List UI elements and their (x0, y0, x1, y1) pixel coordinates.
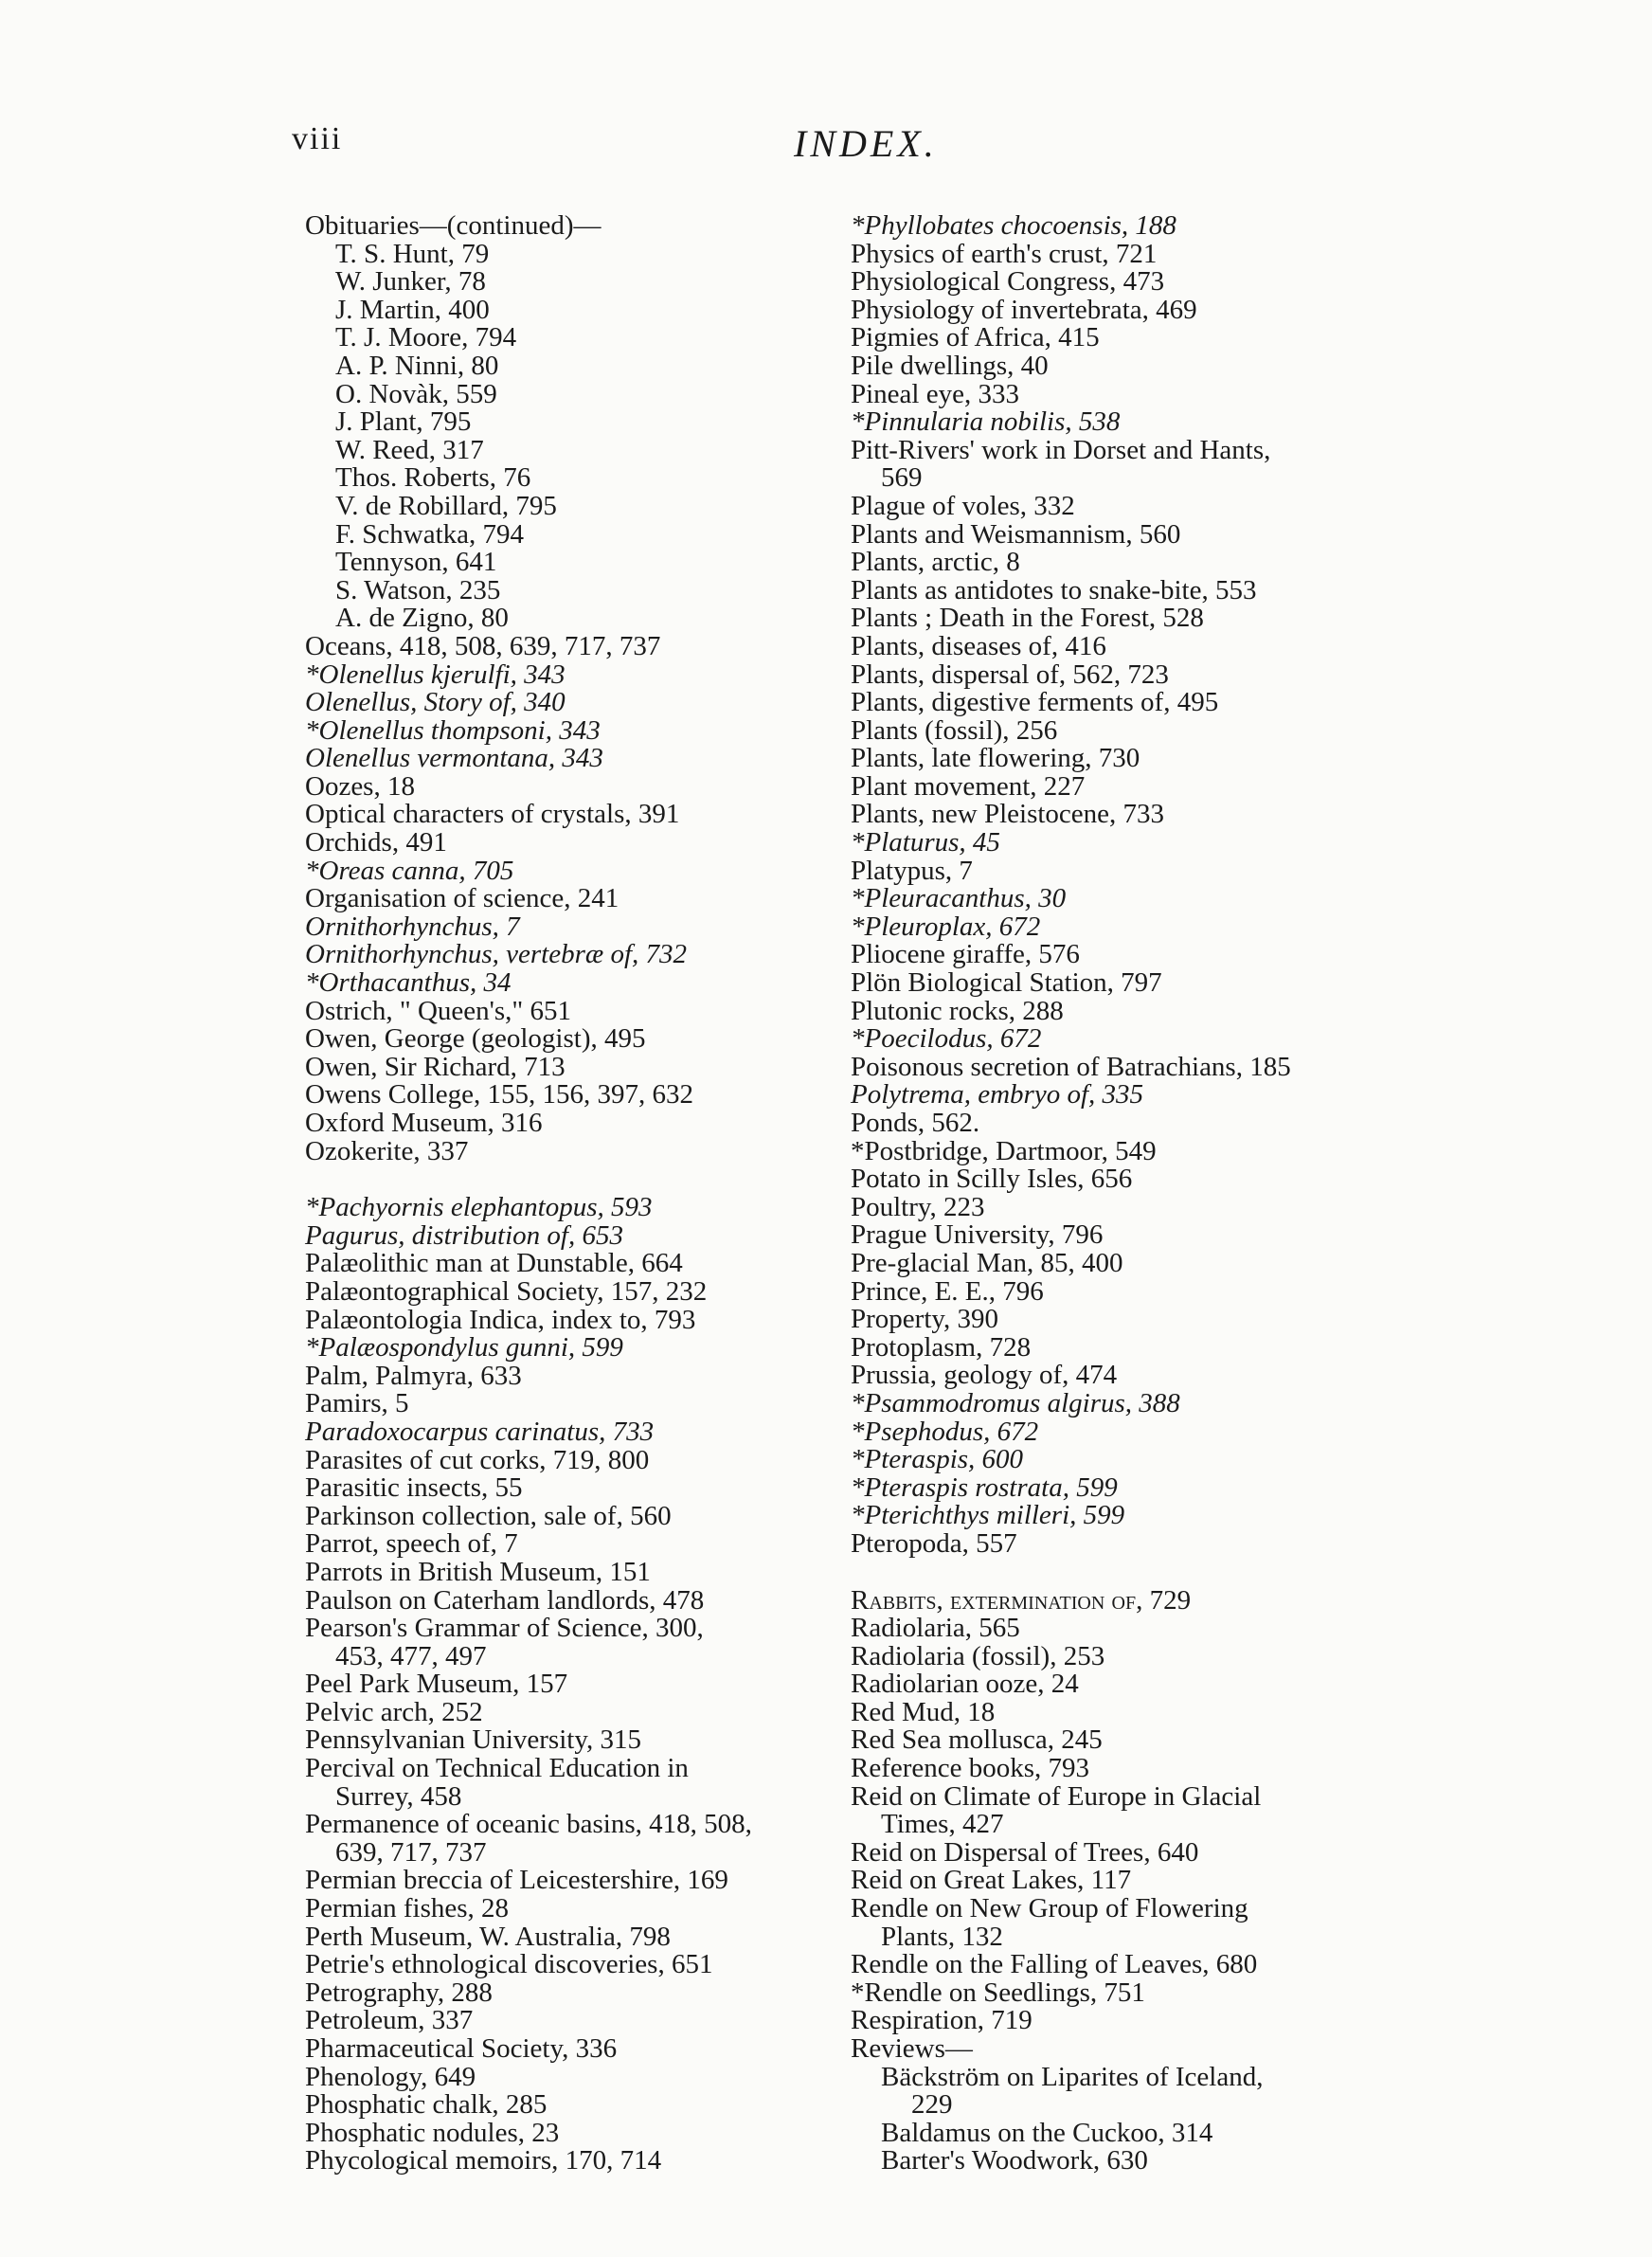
index-entry: O. Novàk, 559 (335, 378, 497, 409)
index-entry: S. Watson, 235 (335, 574, 501, 605)
index-entry: Olenellus vermontana, 343 (305, 743, 603, 774)
index-entry: Times, 427 (881, 1809, 1004, 1840)
index-entry: *Pteraspis rostrata, 599 (851, 1472, 1118, 1503)
index-entry: Permanence of oceanic basins, 418, 508, (305, 1809, 752, 1840)
index-entry: Parrot, speech of, 7 (305, 1528, 518, 1560)
index-entry: Pre-glacial Man, 85, 400 (851, 1247, 1123, 1278)
index-entry: *Palæospondylus gunni, 599 (305, 1332, 623, 1363)
index-entry: Rendle on New Group of Flowering (851, 1893, 1248, 1924)
index-entry: Palæontographical Society, 157, 232 (305, 1275, 708, 1307)
index-entry: Phosphatic chalk, 285 (305, 2089, 548, 2121)
index-entry: Reid on Climate of Europe in Glacial (851, 1780, 1262, 1812)
index-entry: Poisonous secretion of Batrachians, 185 (851, 1051, 1291, 1082)
index-entry: *Platurus, 45 (851, 827, 1000, 858)
index-entry: Plants and Weismannism, 560 (851, 518, 1181, 550)
index-entry: Plants ; Death in the Forest, 528 (851, 603, 1204, 634)
index-entry: Palæolithic man at Dunstable, 664 (305, 1248, 683, 1279)
index-entry: Petroleum, 337 (305, 2005, 474, 2036)
index-entry: V. de Robillard, 795 (335, 490, 557, 521)
index-entry: *Poecilodus, 672 (851, 1023, 1042, 1055)
index-entry: Physics of earth's crust, 721 (851, 238, 1158, 269)
index-entry: Prince, E. E., 796 (851, 1275, 1044, 1307)
index-entry: Radiolaria (fossil), 253 (851, 1640, 1105, 1671)
index-entry: Perth Museum, W. Australia, 798 (305, 1921, 671, 1952)
index-entry: Owens College, 155, 156, 397, 632 (305, 1079, 693, 1110)
index-entry: *Pachyornis elephantopus, 593 (305, 1192, 653, 1223)
index-entry: Palm, Palmyra, 633 (305, 1360, 522, 1391)
index-entry: Rendle on the Falling of Leaves, 680 (851, 1949, 1258, 1980)
index-entry: Plants, new Pleistocene, 733 (851, 799, 1165, 830)
index-column-left (305, 212, 817, 2176)
index-entry: Phosphatic nodules, 23 (305, 2117, 560, 2148)
section-gap (305, 1165, 817, 1194)
index-entry: Plant movement, 227 (851, 770, 1086, 802)
index-entry: Ornithorhynchus, vertebræ of, 732 (305, 939, 688, 970)
index-entry: Rabbits, extermination of, 729 (851, 1584, 1192, 1616)
index-entry: Plutonic rocks, 288 (851, 995, 1064, 1026)
index-entry: Pigmies of Africa, 415 (851, 322, 1100, 353)
index-entry: *Phyllobates chocoensis, 188 (851, 210, 1176, 241)
index-entry: *Rendle on Seedlings, 751 (851, 1977, 1145, 2008)
index-entry: T. J. Moore, 794 (335, 322, 517, 353)
index-entry: Pearson's Grammar of Science, 300, (305, 1613, 704, 1644)
index-entry: *Olenellus thompsoni, 343 (305, 714, 601, 746)
index-entry: Owen, Sir Richard, 713 (305, 1051, 566, 1082)
index-entry: T. S. Hunt, 79 (335, 238, 490, 269)
index-entry: Prague University, 796 (851, 1219, 1104, 1251)
index-entry: Pineal eye, 333 (851, 378, 1019, 409)
index-entry: A. de Zigno, 80 (335, 603, 509, 634)
index-entry: *Psephodus, 672 (851, 1416, 1039, 1447)
index-entry: Physiological Congress, 473 (851, 266, 1165, 298)
index-entry: Plants, 132 (881, 1921, 1003, 1952)
index-entry: Petrography, 288 (305, 1977, 493, 2008)
index-entry: Red Mud, 18 (851, 1696, 996, 1727)
index-entry: *Pleuroplax, 672 (851, 911, 1041, 942)
index-entry: Paradoxocarpus carinatus, 733 (305, 1416, 655, 1447)
index-entry: Reference books, 793 (851, 1753, 1090, 1784)
index-entry: Orchids, 491 (305, 827, 447, 858)
index-entry: Parrots in British Museum, 151 (305, 1556, 651, 1587)
index-entry: Baldamus on the Cuckoo, 314 (881, 2117, 1213, 2148)
index-column-right (851, 212, 1381, 2176)
index-entry: Pitt-Rivers' work in Dorset and Hants, (851, 434, 1271, 465)
index-entry: Plants, dispersal of, 562, 723 (851, 659, 1169, 690)
index-entry: Phycological memoirs, 170, 714 (305, 2145, 662, 2176)
index-entry: Plants as antidotes to snake-bite, 553 (851, 574, 1257, 605)
index-entry: Parasitic insects, 55 (305, 1472, 523, 1504)
index-entry: Permian fishes, 28 (305, 1893, 510, 1924)
index-entry: Barter's Woodwork, 630 (881, 2145, 1148, 2176)
index-entry: Owen, George (geologist), 495 (305, 1023, 646, 1055)
index-entry: Oozes, 18 (305, 770, 415, 802)
index-entry: Permian breccia of Leicestershire, 169 (305, 1865, 728, 1896)
index-entry: Optical characters of crystals, 391 (305, 799, 680, 830)
index-entry: Potato in Scilly Isles, 656 (851, 1164, 1133, 1195)
index-entry: *Olenellus kjerulfi, 343 (305, 659, 566, 690)
index-entry: Plants, diseases of, 416 (851, 630, 1106, 661)
index-entry: J. Plant, 795 (335, 406, 472, 438)
index-entry: Pennsylvanian University, 315 (305, 1724, 641, 1756)
index-entry: Peel Park Museum, 157 (305, 1669, 568, 1700)
index-entry: Property, 390 (851, 1304, 998, 1335)
index-entry: Reid on Dispersal of Trees, 640 (851, 1836, 1199, 1868)
index-entry: Plants, digestive ferments of, 495 (851, 687, 1219, 718)
index-entry: Obituaries—(continued)— (305, 210, 602, 241)
index-entry: Organisation of science, 241 (305, 883, 620, 914)
index-entry: *Psammodromus algirus, 388 (851, 1387, 1180, 1418)
index-entry: Pelvic arch, 252 (305, 1696, 483, 1727)
index-entry: Plague of voles, 332 (851, 490, 1075, 521)
index-entry: Pile dwellings, 40 (851, 350, 1049, 381)
index-entry: A. P. Ninni, 80 (335, 350, 499, 381)
section-gap (851, 1559, 1381, 1587)
index-entry: W. Junker, 78 (335, 266, 486, 298)
index-entry: Pharmaceutical Society, 336 (305, 2033, 618, 2064)
index-entry: *Postbridge, Dartmoor, 549 (851, 1135, 1157, 1166)
index-entry: Pliocene giraffe, 576 (851, 939, 1080, 970)
index-entry: Prussia, geology of, 474 (851, 1360, 1118, 1391)
index-entry: Respiration, 719 (851, 2005, 1032, 2036)
index-entry: W. Reed, 317 (335, 434, 484, 465)
index-entry: Parkinson collection, sale of, 560 (305, 1500, 672, 1531)
index-entry: Radiolaria, 565 (851, 1613, 1020, 1644)
index-entry: Percival on Technical Education in (305, 1753, 689, 1784)
index-entry: 229 (911, 2089, 953, 2121)
index-entry: Pagurus, distribution of, 653 (305, 1219, 623, 1251)
index-entry: Radiolarian ooze, 24 (851, 1669, 1079, 1700)
index-entry: Red Sea mollusca, 245 (851, 1724, 1103, 1756)
index-entry: *Pteraspis, 600 (851, 1444, 1024, 1475)
index-entry: *Pterichthys milleri, 599 (851, 1500, 1125, 1531)
index-entry: Ponds, 562. (851, 1108, 980, 1138)
index-entry: Protoplasm, 728 (851, 1331, 1032, 1363)
page-number: viii (292, 121, 343, 156)
index-entry: Reviews— (851, 2033, 973, 2064)
index-entry: Reid on Great Lakes, 117 (851, 1865, 1132, 1896)
index-entry: Plants (fossil), 256 (851, 714, 1058, 746)
index-entry: Platypus, 7 (851, 855, 973, 886)
index-entry: Ornithorhynchus, 7 (305, 911, 520, 942)
index-entry: Pteropoda, 557 (851, 1527, 1017, 1559)
index-entry: Paulson on Caterham landlords, 478 (305, 1584, 705, 1616)
index-entry: 569 (881, 462, 923, 494)
index-entry: Tennyson, 641 (335, 547, 497, 578)
index-entry: Plants, late flowering, 730 (851, 743, 1140, 774)
index-entry: Olenellus, Story of, 340 (305, 687, 566, 718)
index-entry: *Pinnularia nobilis, 538 (851, 406, 1121, 438)
index-entry: Petrie's ethnological discoveries, 651 (305, 1949, 713, 1980)
index-entry: F. Schwatka, 794 (335, 518, 525, 550)
index-entry: *Pleuracanthus, 30 (851, 883, 1067, 914)
index-entry: Parasites of cut corks, 719, 800 (305, 1444, 650, 1475)
index-entry: Plön Biological Station, 797 (851, 967, 1162, 999)
page-title: INDEX. (794, 122, 938, 165)
index-entry: J. Martin, 400 (335, 294, 490, 325)
index-entry: Palæontologia Indica, index to, 793 (305, 1304, 696, 1335)
index-entry: Poultry, 223 (851, 1191, 985, 1222)
index-entry: Pamirs, 5 (305, 1388, 409, 1419)
index-entry: Oceans, 418, 508, 639, 717, 737 (305, 630, 661, 661)
index-entry: Surrey, 458 (335, 1780, 462, 1812)
index-entry: *Orthacanthus, 34 (305, 967, 512, 999)
index-entry: Ozokerite, 337 (305, 1135, 469, 1166)
index-entry: Phenology, 649 (305, 2061, 476, 2092)
index-entry: *Oreas canna, 705 (305, 855, 514, 886)
index-entry: 453, 477, 497 (335, 1640, 487, 1671)
index-entry: Oxford Museum, 316 (305, 1108, 543, 1138)
index-entry: Thos. Roberts, 76 (335, 462, 531, 494)
index-entry: Ostrich, " Queen's," 651 (305, 995, 571, 1026)
index-entry: Physiology of invertebrata, 469 (851, 294, 1197, 325)
index-entry: Plants, arctic, 8 (851, 547, 1020, 578)
index-entry: Polytrema, embryo of, 335 (851, 1079, 1144, 1110)
index-entry: Bäckström on Liparites of Iceland, (881, 2061, 1264, 2092)
index-entry: 639, 717, 737 (335, 1836, 487, 1868)
